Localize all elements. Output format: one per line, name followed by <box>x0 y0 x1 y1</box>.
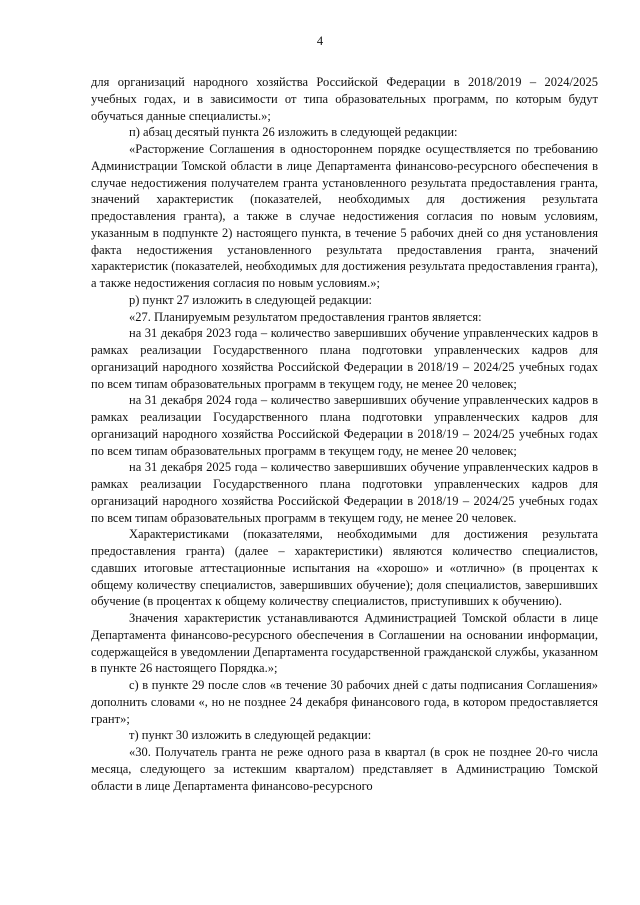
page-number: 4 <box>316 34 324 48</box>
document-body <box>91 74 598 794</box>
paragraph: на 31 декабря 2024 года – количество завершивших обучение управленческих кадров в рамках реализации Государственного плана подготовки управленческих кадров для организаций народного хозяйства Российской Федерации в 2018/19 – 2024/25 учебных годах по всем типам образовательных программ в текущем году, не менее 20 человек; <box>91 393 598 458</box>
paragraph: «30. Получатель гранта не реже одного раза в квартал (в срок не позднее 20-го числа месяца, следующего за истекшим кварталом) представляет в Администрацию Томской области в лице Департамента финансово-ресурсного <box>91 745 598 793</box>
paragraph: Характеристиками (показателями, необходимыми для достижения результата предоставления гранта) (далее – характеристики) являются количество специалистов, сдавших итоговые аттестационные испытания на «хорошо» и «отлично» (в процентах к общему количеству специалистов, завершивших обучение); доля специалистов, завершивших обучение (в процентах к общему количеству специалистов, приступивших к обучению). <box>91 527 598 609</box>
paragraph: на 31 декабря 2023 года – количество завершивших обучение управленческих кадров в рамках реализации Государственного плана подготовки управленческих кадров для организаций народного хозяйства Российской Федерации в 2018/19 – 2024/25 учебных годах по всем типам образовательных программ в текущем году, не менее 20 человек; <box>91 326 598 391</box>
paragraph: с) в пункте 29 после слов «в течение 30 рабочих дней с даты подписания Соглашения» дополнить словами «, но не позднее 24 декабря финансового года, в котором предоставляется грант»; <box>91 678 598 726</box>
paragraph: «Расторжение Соглашения в одностороннем порядке осуществляется по требованию Администрации Томской области в лице Департамента финансово-ресурсного обеспечения в случае недостижения получателем гранта установленного результата предоставления гранта, значений характеристик (показателей, необходимых для достижения результата предоставления гранта), а также в случае недостижения согласия по новым условиям, указанным в подпункте 2) настоящего пункта, в течение 5 рабочих дней со дня установления факта недостижения установленного результата предоставления гранта, значений характеристик (показателей, необходимых для достижения результата предоставления гранта), а также недостижения согласия по новым условиям.»; <box>91 142 598 290</box>
paragraph: р) пункт 27 изложить в следующей редакции: <box>129 292 372 307</box>
paragraph: п) абзац десятый пункта 26 изложить в следующей редакции: <box>129 125 458 140</box>
paragraph: «27. Планируемым результатом предоставления грантов является: <box>129 309 482 324</box>
paragraph: для организаций народного хозяйства Российской Федерации в 2018/2019 – 2024/2025 учебных годах, и в зависимости от типа образовательных программ, по которым будут обучаться данные специалисты.»; <box>91 75 598 123</box>
paragraph: т) пункт 30 изложить в следующей редакции: <box>129 728 372 743</box>
paragraph: Значения характеристик устанавливаются Администрацией Томской области в лице Департамента финансово-ресурсного обеспечения в Соглашении на основании информации, содержащейся в уведомлении Департамента государственной гражданской службы, указанном в пункте 26 настоящего Порядка.»; <box>91 611 598 676</box>
paragraph: на 31 декабря 2025 года – количество завершивших обучение управленческих кадров в рамках реализации Государственного плана подготовки управленческих кадров для организаций народного хозяйства Российской Федерации в 2018/19 – 2024/25 учебных годах по всем типам образовательных программ в текущем году, не менее 20 человек. <box>91 460 598 525</box>
